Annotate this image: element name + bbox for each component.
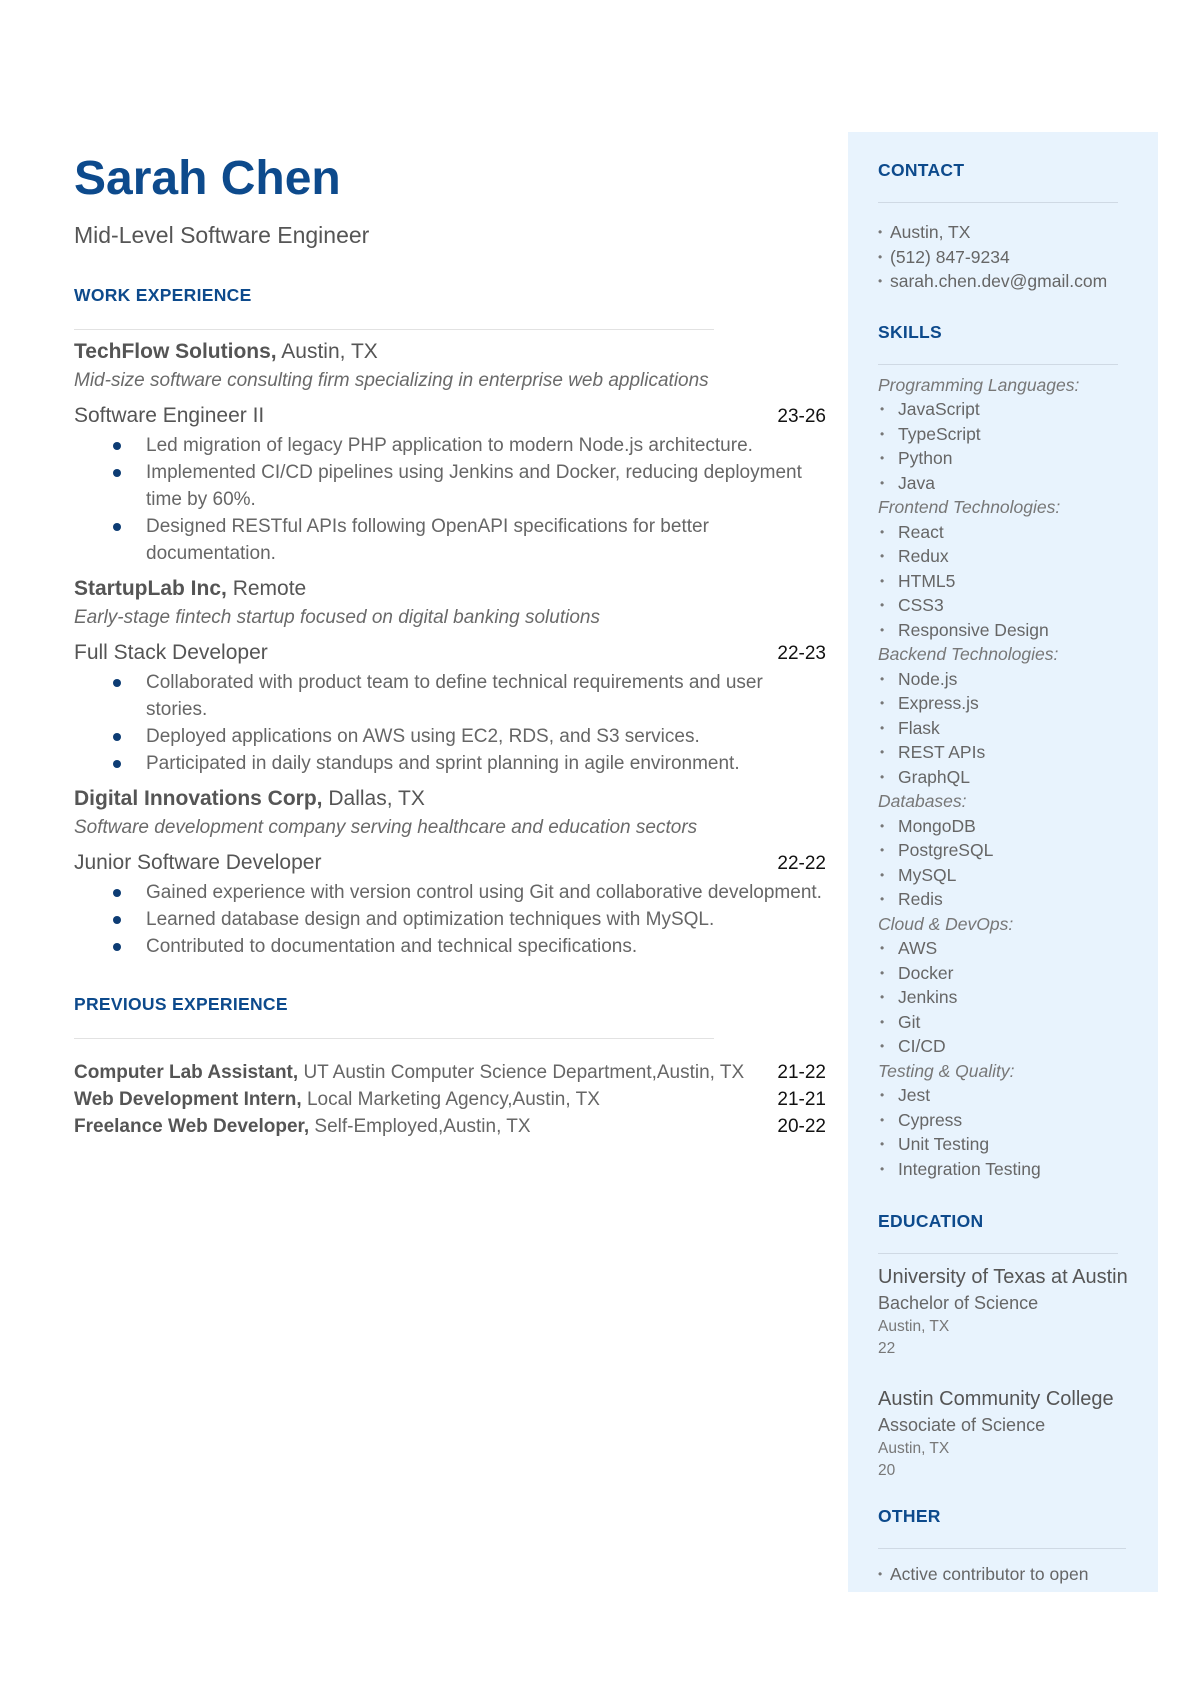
work-experience-heading: WORK EXPERIENCE bbox=[74, 284, 252, 305]
job-role: Software Engineer II bbox=[74, 403, 265, 427]
skill-name: Integration Testing bbox=[898, 1158, 1041, 1179]
other-heading: OTHER bbox=[878, 1506, 941, 1526]
skill-item bbox=[878, 544, 1148, 569]
bullet-item: Led migration of legacy PHP application to modern Node.js architecture. bbox=[74, 432, 826, 459]
skill-item bbox=[878, 1157, 1148, 1182]
company-name: Digital Innovations Corp, bbox=[74, 786, 323, 810]
skill-name: HTML5 bbox=[898, 570, 956, 591]
sidebar bbox=[878, 160, 1148, 1587]
section-divider bbox=[878, 202, 1118, 203]
skill-name: AWS bbox=[898, 938, 938, 958]
skill-category: Programming Languages: bbox=[878, 374, 1080, 395]
bullet-dot-icon: • bbox=[880, 843, 885, 857]
education-entry bbox=[878, 1386, 1148, 1482]
previous-item bbox=[74, 1113, 826, 1140]
bullet-dot-icon: • bbox=[880, 769, 885, 784]
skill-item bbox=[878, 593, 1148, 618]
bullet-dot-icon: • bbox=[880, 965, 885, 980]
job-dates: 22-22 bbox=[777, 852, 826, 874]
skills-heading: SKILLS bbox=[878, 321, 943, 342]
skill-name: MongoDB bbox=[898, 815, 976, 836]
job-entry bbox=[74, 340, 826, 567]
skill-name: Express.js bbox=[898, 693, 979, 713]
bullet-dot-icon: • bbox=[878, 249, 883, 264]
bullet-item: Designed RESTful APIs following OpenAPI specifications for better documentation. bbox=[74, 513, 826, 567]
skill-name: Cypress bbox=[898, 1109, 963, 1130]
skill-category: Databases: bbox=[878, 791, 967, 811]
previous-item bbox=[74, 1086, 826, 1113]
skill-item bbox=[878, 863, 1148, 888]
bullet-dot-icon: • bbox=[880, 402, 885, 416]
skill-item bbox=[878, 520, 1148, 545]
bullet-dot-icon: • bbox=[880, 867, 885, 882]
bullet-dot-icon: • bbox=[880, 990, 885, 1004]
degree: Bachelor of Science bbox=[878, 1293, 1039, 1313]
skill-name: TypeScript bbox=[898, 423, 981, 444]
contact-value: (512) 847-9234 bbox=[890, 246, 1010, 267]
skill-name: REST APIs bbox=[898, 742, 986, 762]
bullet-dot-icon: • bbox=[880, 720, 885, 735]
previous-item bbox=[74, 1059, 826, 1086]
bullet-dot-icon: • bbox=[878, 1567, 883, 1581]
contact-list bbox=[878, 220, 1148, 294]
previous-org: UT Austin Computer Science Department,Austin, TX bbox=[298, 1061, 745, 1083]
skill-item bbox=[878, 936, 1148, 961]
skill-item bbox=[878, 397, 1148, 422]
skill-item bbox=[878, 1132, 1148, 1157]
previous-org: Self-Employed,Austin, TX bbox=[309, 1115, 531, 1137]
skill-name: PostgreSQL bbox=[898, 840, 994, 860]
skill-item bbox=[878, 961, 1148, 986]
previous-experience-heading: PREVIOUS EXPERIENCE bbox=[74, 993, 288, 1014]
bullet-item: Gained experience with version control using Git and collaborative development. bbox=[74, 879, 826, 906]
skill-name: Java bbox=[898, 472, 935, 493]
skill-name: CI/CD bbox=[898, 1036, 946, 1056]
bullet-dot-icon: • bbox=[880, 671, 885, 686]
bullet-dot-icon: • bbox=[880, 941, 885, 955]
skill-name: JavaScript bbox=[898, 399, 980, 419]
company-location: Remote bbox=[226, 576, 307, 600]
skill-name: Python bbox=[898, 448, 953, 468]
previous-role: Freelance Web Developer, bbox=[74, 1115, 310, 1137]
job-entry bbox=[74, 577, 826, 777]
candidate-title: Mid-Level Software Engineer bbox=[74, 221, 370, 248]
contact-item bbox=[878, 269, 1148, 294]
skill-item bbox=[878, 887, 1148, 912]
bullet-dot-icon: • bbox=[880, 524, 885, 539]
section-divider bbox=[878, 1253, 1118, 1254]
skill-item bbox=[878, 422, 1148, 447]
bullet-dot-icon: • bbox=[880, 451, 885, 465]
skill-item bbox=[878, 765, 1148, 790]
previous-dates: 20-22 bbox=[777, 1115, 826, 1137]
school-name: University of Texas at Austin bbox=[878, 1266, 1128, 1288]
bullet-dot-icon: • bbox=[878, 274, 883, 288]
bullet-dot-icon: • bbox=[880, 745, 885, 759]
bullet-item: Deployed applications on AWS using EC2, RDS, and S3 services. bbox=[74, 723, 826, 750]
skill-category: Cloud & DevOps: bbox=[878, 913, 1014, 934]
skill-category: Backend Technologies: bbox=[878, 644, 1059, 664]
skill-name: CSS3 bbox=[898, 595, 944, 615]
skill-name: Node.js bbox=[898, 668, 958, 689]
skill-name: Responsive Design bbox=[898, 619, 1049, 640]
contact-value: Austin, TX bbox=[890, 222, 971, 242]
skill-item bbox=[878, 740, 1148, 765]
bullet-dot-icon: • bbox=[880, 892, 885, 906]
company-name: TechFlow Solutions, bbox=[74, 339, 277, 363]
previous-org: Local Marketing Agency,Austin, TX bbox=[301, 1088, 600, 1110]
bullet-dot-icon: • bbox=[880, 598, 885, 612]
job-dates: 23-26 bbox=[777, 405, 826, 427]
bullet-dot-icon: • bbox=[878, 225, 883, 239]
candidate-name: Sarah Chen bbox=[74, 152, 341, 205]
skill-item bbox=[878, 1083, 1148, 1108]
role-row bbox=[74, 851, 826, 875]
company-line bbox=[74, 787, 826, 811]
skill-name: Jenkins bbox=[898, 987, 958, 1007]
bullet-dot-icon: • bbox=[880, 1137, 885, 1151]
other-text: Active contributor to open bbox=[890, 1564, 1089, 1584]
company-location: Austin, TX bbox=[276, 339, 378, 363]
company-description: Early-stage fintech startup focused on digital banking solutions bbox=[74, 606, 600, 628]
job-bullets bbox=[74, 669, 826, 777]
skill-name: Redis bbox=[898, 889, 943, 909]
skill-item bbox=[878, 838, 1148, 863]
previous-role: Computer Lab Assistant, bbox=[74, 1061, 299, 1083]
previous-dates: 21-22 bbox=[777, 1061, 826, 1083]
skill-item bbox=[878, 618, 1148, 643]
graduation-year: 22 bbox=[878, 1340, 896, 1357]
bullet-dot-icon: • bbox=[880, 475, 885, 490]
job-bullets bbox=[74, 432, 826, 567]
skill-name: Flask bbox=[898, 717, 940, 738]
previous-role: Web Development Intern, bbox=[74, 1088, 302, 1110]
graduation-year: 20 bbox=[878, 1462, 896, 1479]
job-bullets bbox=[74, 879, 826, 960]
bullet-dot-icon: • bbox=[880, 696, 885, 710]
company-name: StartupLab Inc, bbox=[74, 576, 227, 600]
job-entry bbox=[74, 787, 826, 960]
previous-item-text bbox=[74, 1059, 744, 1086]
bullet-item: Learned database design and optimization techniques with MySQL. bbox=[74, 906, 826, 933]
skill-name: React bbox=[898, 521, 944, 542]
bullet-dot-icon: • bbox=[880, 1014, 885, 1029]
skill-item bbox=[878, 985, 1148, 1010]
bullet-dot-icon: • bbox=[880, 549, 885, 563]
bullet-dot-icon: • bbox=[880, 1039, 885, 1053]
main-column bbox=[74, 150, 826, 1140]
section-divider bbox=[74, 329, 714, 330]
school-location: Austin, TX bbox=[878, 1440, 950, 1457]
education-list bbox=[878, 1264, 1148, 1482]
school-location: Austin, TX bbox=[878, 1318, 950, 1335]
other-list bbox=[878, 1562, 1148, 1587]
section-divider bbox=[878, 1548, 1126, 1549]
skill-item bbox=[878, 1108, 1148, 1133]
skill-name: Jest bbox=[898, 1085, 931, 1105]
company-line bbox=[74, 577, 826, 601]
skill-name: Docker bbox=[898, 962, 954, 983]
skill-item bbox=[878, 814, 1148, 839]
skill-category: Testing & Quality: bbox=[878, 1060, 1015, 1081]
skill-name: Redux bbox=[898, 546, 949, 566]
bullet-dot-icon: • bbox=[880, 573, 885, 588]
bullet-dot-icon: • bbox=[880, 1161, 885, 1176]
section-divider bbox=[74, 1038, 714, 1039]
skill-name: MySQL bbox=[898, 864, 957, 885]
previous-dates: 21-21 bbox=[777, 1088, 826, 1110]
skill-name: Git bbox=[898, 1011, 921, 1032]
bullet-dot-icon: • bbox=[880, 426, 885, 441]
bullet-dot-icon: • bbox=[880, 1112, 885, 1127]
job-dates: 22-23 bbox=[777, 642, 826, 664]
contact-value: sarah.chen.dev@gmail.com bbox=[890, 271, 1108, 291]
bullet-dot-icon: • bbox=[880, 1088, 885, 1102]
skill-item bbox=[878, 569, 1148, 594]
skills-list bbox=[878, 373, 1148, 1182]
skill-name: Unit Testing bbox=[898, 1134, 990, 1154]
bullet-item: Collaborated with product team to define technical requirements and user stories. bbox=[74, 669, 826, 723]
skill-item bbox=[878, 716, 1148, 741]
previous-item-text bbox=[74, 1113, 531, 1140]
skill-item bbox=[878, 471, 1148, 496]
company-description: Mid-size software consulting firm specializing in enterprise web applications bbox=[74, 369, 709, 391]
school-name: Austin Community College bbox=[878, 1388, 1114, 1410]
bullet-item: Participated in daily standups and sprint planning in agile environment. bbox=[74, 750, 826, 777]
skill-name: GraphQL bbox=[898, 766, 970, 787]
work-experience-list bbox=[74, 340, 826, 960]
company-description: Software development company serving healthcare and education sectors bbox=[74, 816, 698, 838]
contact-item bbox=[878, 245, 1148, 270]
education-heading: EDUCATION bbox=[878, 1211, 984, 1231]
bullet-item: Implemented CI/CD pipelines using Jenkins and Docker, reducing deployment time by 60%. bbox=[74, 459, 826, 513]
contact-heading: CONTACT bbox=[878, 160, 965, 180]
previous-experience-list bbox=[74, 1059, 826, 1140]
skill-category: Frontend Technologies: bbox=[878, 497, 1061, 517]
bullet-dot-icon: • bbox=[880, 622, 885, 637]
role-row bbox=[74, 404, 826, 428]
other-item bbox=[878, 1562, 1148, 1587]
skill-item bbox=[878, 691, 1148, 716]
company-location: Dallas, TX bbox=[322, 786, 425, 810]
skill-item bbox=[878, 446, 1148, 471]
skill-item bbox=[878, 667, 1148, 692]
section-divider bbox=[878, 364, 1118, 365]
contact-item bbox=[878, 220, 1148, 245]
company-line bbox=[74, 340, 826, 364]
skill-item bbox=[878, 1010, 1148, 1035]
role-row bbox=[74, 641, 826, 665]
job-role: Junior Software Developer bbox=[74, 850, 322, 874]
skill-item bbox=[878, 1034, 1148, 1059]
education-entry bbox=[878, 1264, 1148, 1360]
job-role: Full Stack Developer bbox=[74, 640, 268, 664]
previous-item-text bbox=[74, 1086, 600, 1113]
degree: Associate of Science bbox=[878, 1415, 1046, 1435]
bullet-item: Contributed to documentation and technical specifications. bbox=[74, 933, 826, 960]
bullet-dot-icon: • bbox=[880, 818, 885, 833]
